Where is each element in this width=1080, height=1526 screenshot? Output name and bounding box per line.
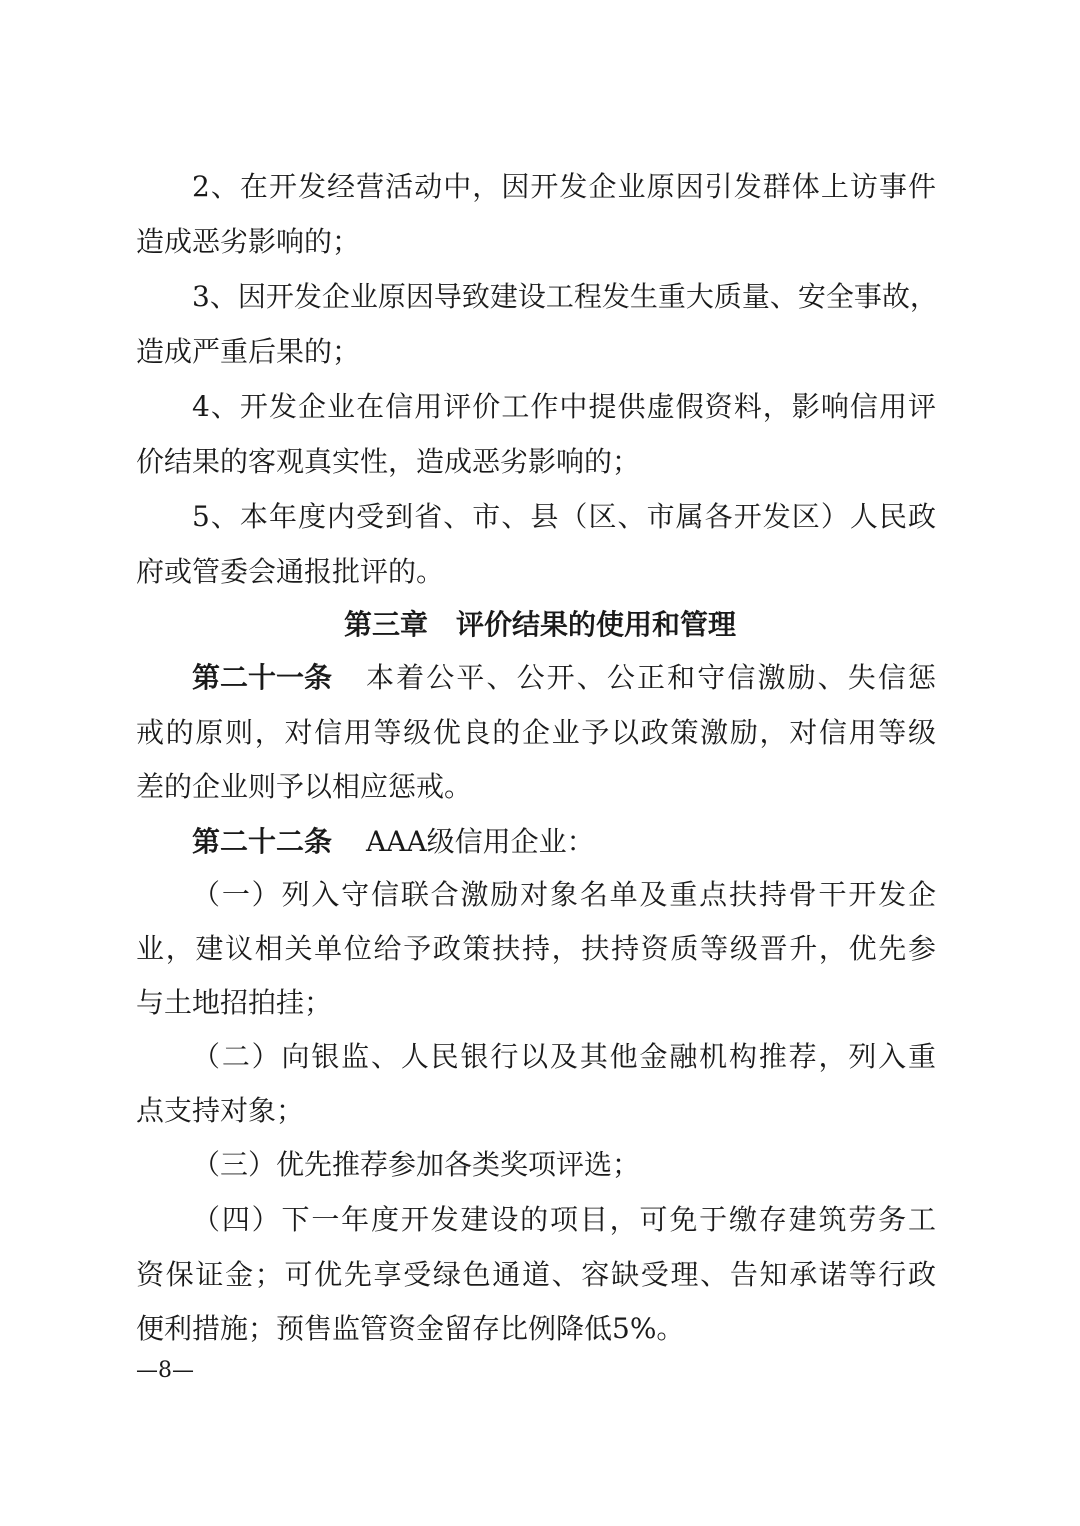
clause-4-line-3: 便利措施；预售监管资金留存比例降低5%。 [136,1312,685,1345]
article-21-line-1 [192,660,936,696]
clause-2-line-2: 点支持对象； [136,1094,305,1127]
item-4-line-1: 4、开发企业在信用评价工作中提供虚假资料，影响信用评 [192,390,936,423]
article-22-line [192,824,936,860]
item-2-line-1: 2、在开发经营活动中，因开发企业原因引发群体上访事件 [192,170,936,203]
clause-1-line-1: （一）列入守信联合激励对象名单及重点扶持骨干开发企 [192,878,936,911]
clause-1-line-2: 业，建议相关单位给予政策扶持，扶持资质等级晋升，优先参 [136,932,936,965]
item-3-line-1: 3、因开发企业原因导致建设工程发生重大质量、安全事故， [192,280,938,313]
clause-4-line-1: （四）下一年度开发建设的项目，可免于缴存建筑劳务工 [192,1203,936,1236]
item-2-line-2: 造成恶劣影响的； [136,225,361,258]
clause-2-line-1: （二）向银监、人民银行以及其他金融机构推荐，列入重 [192,1040,936,1073]
article-21-line-3: 差的企业则予以相应惩戒。 [136,770,473,803]
article-21-label: 第二十一条 [192,661,333,694]
clause-3-line-1: （三）优先推荐参加各类奖项评选； [192,1148,641,1181]
chapter-heading: 第三章 评价结果的使用和管理 [343,608,736,641]
article-22-text: AAA级信用企业： [366,825,595,858]
item-5-line-2: 府或管委会通报批评的。 [136,555,445,588]
article-22-label: 第二十二条 [192,825,333,858]
article-21-text: 本着公平、公开、公正和守信激励、失信惩 [366,661,936,694]
article-21-line-2: 戒的原则，对信用等级优良的企业予以政策激励，对信用等级 [136,716,936,749]
page-number: —8— [136,1358,194,1383]
item-4-line-2: 价结果的客观真实性，造成恶劣影响的； [136,445,641,478]
item-5-line-1: 5、本年度内受到省、市、县（区、市属各开发区）人民政 [192,500,936,533]
clause-1-line-3: 与土地招拍挂； [136,986,333,1019]
item-3-line-2: 造成严重后果的； [136,335,361,368]
clause-4-line-2: 资保证金；可优先享受绿色通道、容缺受理、告知承诺等行政 [136,1258,936,1291]
